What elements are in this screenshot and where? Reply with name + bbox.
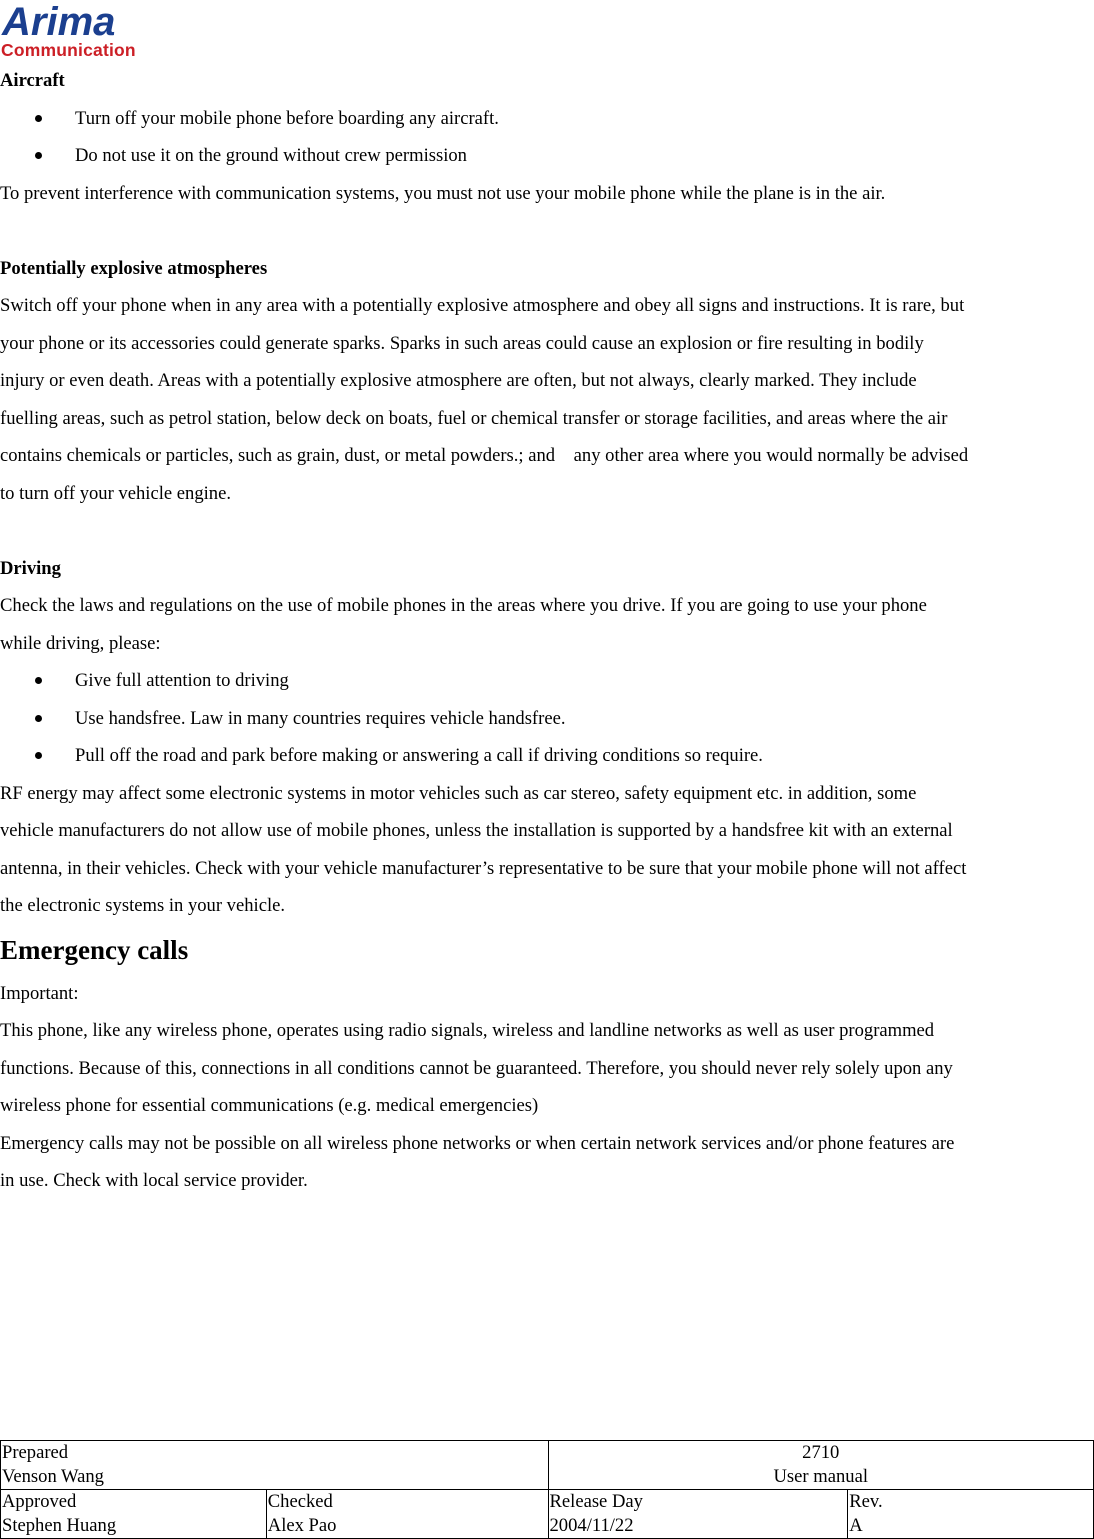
driving-bullet-list — [0, 662, 1090, 775]
document-id-cell — [548, 1441, 1094, 1490]
text-line: functions. Because of this, connections in all conditions cannot be guaranteed. Therefore, you should never rely solely upon any — [0, 1057, 953, 1079]
bullet-icon — [35, 115, 42, 122]
list-item: Use handsfree. Law in many countries requires vehicle handsfree. — [0, 700, 1090, 738]
release-cell — [548, 1490, 848, 1539]
text-line: contains chemicals or particles, such as grain, dust, or metal powders.; and any other area where you would normally be advised — [0, 445, 969, 466]
text-line: while driving, please: — [0, 632, 161, 654]
document-footer-table — [0, 1440, 1094, 1539]
driving-intro — [0, 587, 1090, 662]
list-item: Do not use it on the ground without crew permission — [0, 137, 1090, 175]
checked-cell — [266, 1490, 548, 1539]
approved-cell — [1, 1490, 267, 1539]
prepared-name: Venson Wang — [2, 1466, 104, 1487]
release-date: 2004/11/22 — [549, 1515, 634, 1536]
aircraft-bullet-list — [0, 100, 1090, 175]
explosive-paragraph — [0, 287, 1090, 512]
bullet-icon — [35, 752, 42, 759]
aircraft-paragraph: To prevent interference with communication systems, you must not use your mobile phone while the plane is in the air. — [0, 182, 886, 204]
table-row — [1, 1490, 1094, 1539]
text-line: to turn off your vehicle engine. — [0, 482, 231, 504]
text-line: in use. Check with local service provider. — [0, 1170, 308, 1191]
doc-number: 2710 — [802, 1442, 840, 1463]
list-item: Turn off your mobile phone before boarding any aircraft. — [0, 100, 1090, 138]
prepared-label: Prepared — [2, 1442, 69, 1463]
prepared-cell — [1, 1441, 549, 1490]
emergency-paragraph — [0, 1012, 1090, 1200]
section-title-aircraft: Aircraft — [0, 70, 65, 91]
release-label: Release Day — [549, 1491, 643, 1512]
bullet-icon — [35, 152, 42, 159]
approved-name: Stephen Huang — [2, 1515, 117, 1536]
approved-label: Approved — [2, 1491, 77, 1512]
text-line: Check the laws and regulations on the use of mobile phones in the areas where you drive. If you are going to use your phone — [0, 595, 927, 616]
spacer — [0, 212, 1090, 250]
list-item: Pull off the road and park before making or answering a call if driving conditions so require. — [0, 737, 1090, 775]
logo-subtext: Communication — [1, 40, 136, 60]
section-title-emergency: Emergency calls — [0, 934, 189, 965]
text-line: fuelling areas, such as petrol station, below deck on boats, fuel or chemical transfer or storage facilities, and areas where the air — [0, 407, 948, 429]
text-line: injury or even death. Areas with a potentially explosive atmosphere are often, but not always, clearly marked. They include — [0, 370, 917, 391]
text-line: wireless phone for essential communications (e.g. medical emergencies) — [0, 1095, 539, 1116]
text-line: Emergency calls may not be possible on all wireless phone networks or when certain network services and/or phone features are — [0, 1132, 955, 1154]
text-line: This phone, like any wireless phone, operates using radio signals, wireless and landline networks as well as user programmed — [0, 1020, 935, 1041]
section-title-explosive: Potentially explosive atmospheres — [0, 257, 268, 279]
bullet-icon — [35, 677, 42, 684]
checked-label: Checked — [267, 1491, 333, 1512]
important-label: Important: — [0, 982, 79, 1004]
checked-name: Alex Pao — [267, 1515, 337, 1536]
spacer — [0, 512, 1090, 550]
text-line: antenna, in their vehicles. Check with your vehicle manufacturer’s representative to be sure that your mobile phone will not affect — [0, 857, 967, 879]
doc-title: User manual — [773, 1466, 868, 1487]
text-line: RF energy may affect some electronic systems in motor vehicles such as car stereo, safety equipment etc. in addition, some — [0, 782, 917, 804]
document-body — [0, 62, 1090, 1200]
company-logo — [0, 2, 152, 58]
text-line: vehicle manufacturers do not allow use of mobile phones, unless the installation is supported by a handsfree kit with an external — [0, 820, 953, 841]
rev-value: A — [849, 1515, 863, 1536]
rev-cell — [848, 1490, 1094, 1539]
text-line: Switch off your phone when in any area with a potentially explosive atmosphere and obey all signs and instructions. It is rare, but — [0, 295, 965, 316]
bullet-icon — [35, 715, 42, 722]
text-line: the electronic systems in your vehicle. — [0, 895, 286, 916]
driving-outro — [0, 775, 1090, 925]
rev-label: Rev. — [849, 1491, 883, 1512]
list-item: Give full attention to driving — [0, 662, 1090, 700]
text-line: your phone or its accessories could generate sparks. Sparks in such areas could cause an explosion or fire resulting in bodily — [0, 332, 924, 354]
logo-text: Arima — [2, 2, 116, 40]
section-title-driving: Driving — [0, 557, 61, 579]
table-row — [1, 1441, 1094, 1490]
arima-logo-wordmark — [0, 2, 152, 40]
